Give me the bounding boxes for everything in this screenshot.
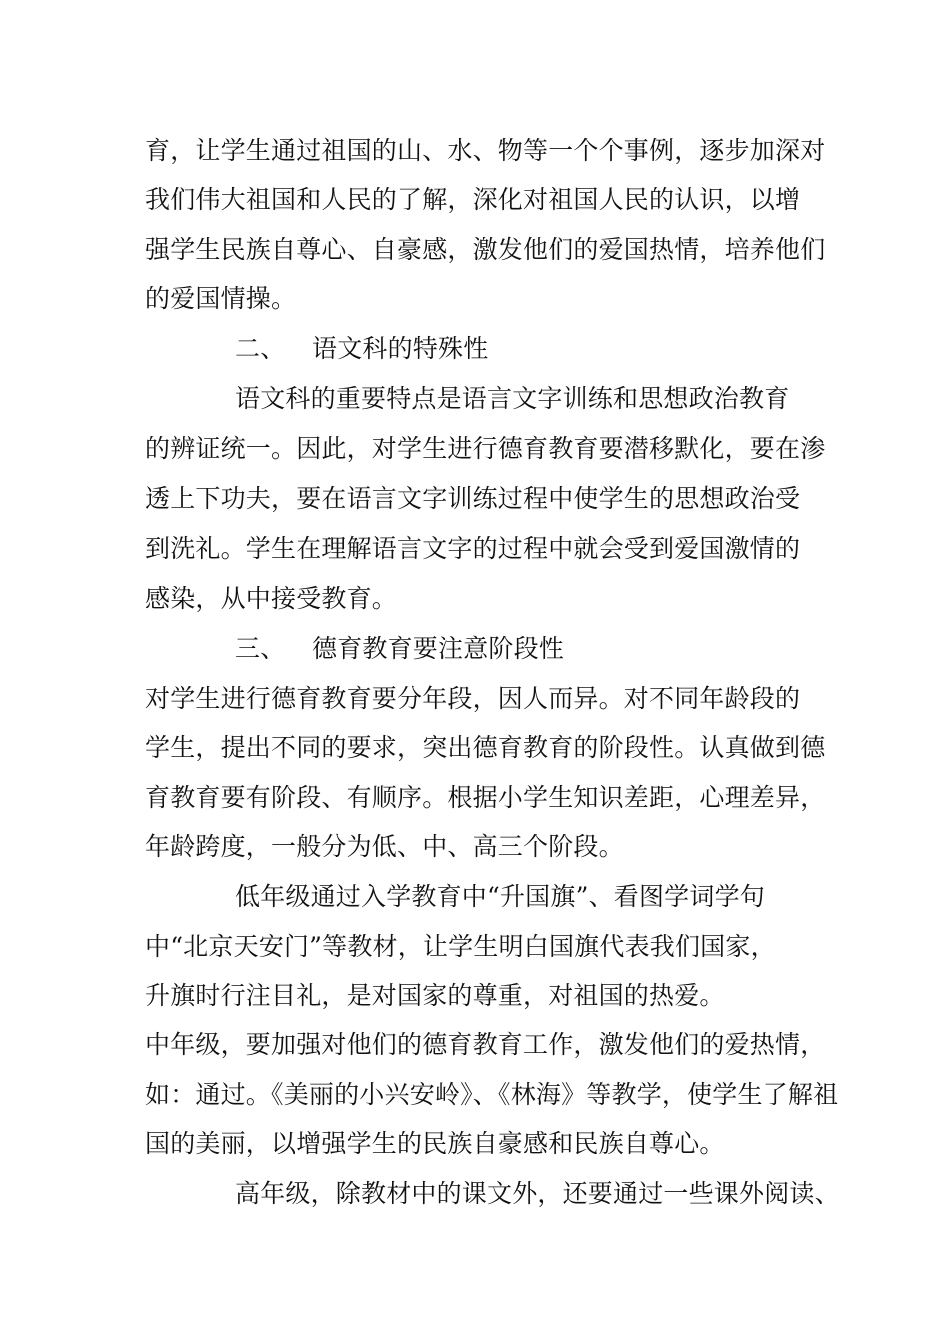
text-line: 感染，从中接受教育。 [145, 584, 398, 613]
text-line: 中年级，要加强对他们的德育教育工作，激发他们的爱热情， [145, 1030, 826, 1059]
section-heading-3 [0, 634, 950, 664]
text-line: 对学生进行德育教育要分年段，因人而异。对不同年龄段的 [145, 684, 801, 713]
text-line: 我们伟大祖国和人民的了解，深化对祖国人民的认识，以增 [145, 185, 801, 214]
section-title: 语文科的特殊性 [312, 334, 489, 363]
text-line: 育教育要有阶段、有顺序。根据小学生知识差距，心理差异， [145, 783, 826, 812]
text-line: 升旗时行注目礼，是对国家的尊重，对祖国的热爱。 [145, 981, 725, 1010]
text-line: 的辨证统一。因此，对学生进行德育教育要潜移默化，要在渗 [145, 434, 826, 463]
section-number: 二、 [235, 334, 286, 363]
text-line: 国的美丽，以增强学生的民族自豪感和民族自尊心。 [145, 1129, 725, 1158]
text-line: 年龄跨度，一般分为低、中、高三个阶段。 [145, 832, 624, 861]
text-line: 中“北京天安门”等教材，让学生明白国旗代表我们国家， [145, 932, 776, 961]
section-title: 德育教育要注意阶段性 [312, 634, 565, 663]
text-line: 到洗礼。学生在理解语言文字的过程中就会受到爱国激情的 [145, 534, 801, 563]
section-heading-2 [0, 334, 950, 364]
text-line: 语文科的重要特点是语言文字训练和思想政治教育 [235, 384, 790, 413]
text-line: 如：通过。《美丽的小兴安岭》、《林海》等教学，使学生了解祖 [145, 1080, 839, 1109]
text-line: 的爱国情操。 [145, 284, 297, 313]
text-line: 透上下功夫，要在语言文字训练过程中使学生的思想政治受 [145, 484, 801, 513]
text-line: 高年级，除教材中的课文外，还要通过一些课外阅读、 [235, 1179, 840, 1208]
text-line: 低年级通过入学教育中“升国旗”、看图学词学句 [235, 882, 765, 911]
text-line: 强学生民族自尊心、自豪感，激发他们的爱国热情，培养他们 [145, 235, 826, 264]
text-line: 育，让学生通过祖国的山、水、物等一个个事例，逐步加深对 [145, 136, 826, 165]
section-number: 三、 [235, 634, 286, 663]
text-line: 学生，提出不同的要求，突出德育教育的阶段性。认真做到德 [145, 733, 826, 762]
